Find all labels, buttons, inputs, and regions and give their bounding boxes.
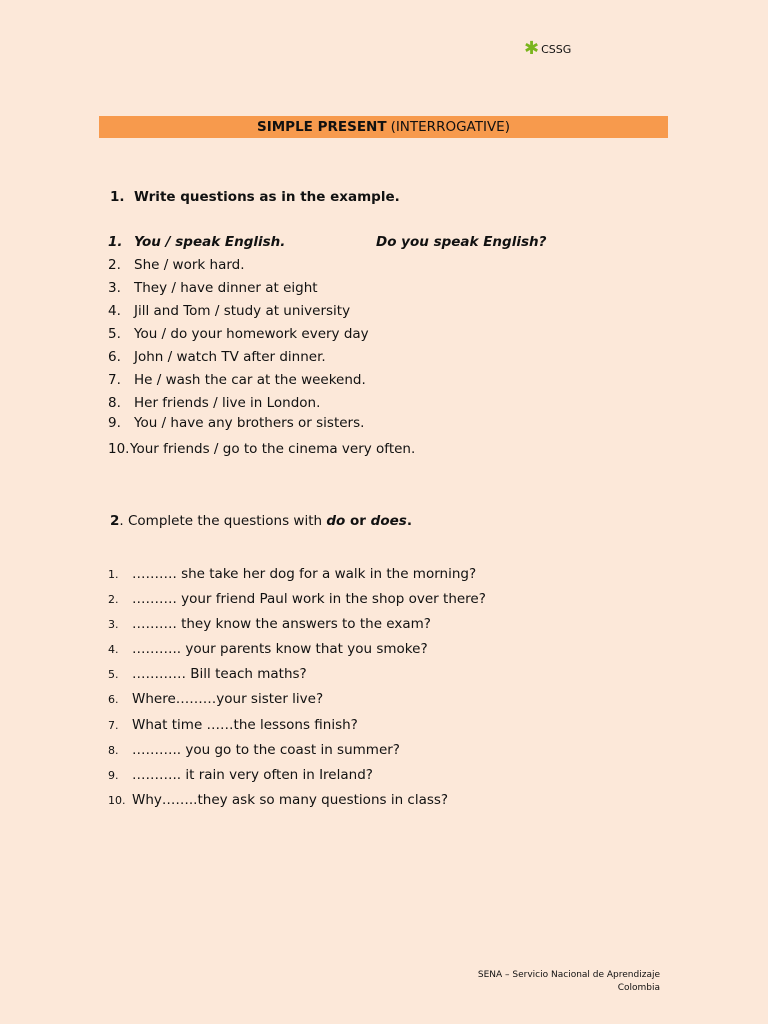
exercise2-item — [108, 591, 486, 607]
section2-number: 2 — [110, 513, 120, 529]
exercise1-item — [108, 372, 366, 388]
exercise2-item — [108, 691, 323, 707]
exercise2-item — [108, 717, 358, 733]
exercise1-item — [108, 441, 415, 457]
exercise2-item — [108, 742, 400, 758]
title-rest: (INTERROGATIVE) — [390, 119, 510, 135]
exercise2-item — [108, 616, 431, 632]
section2-word-do: do — [326, 513, 346, 529]
section1-number: 1. — [110, 189, 125, 205]
exercise1-item — [108, 280, 318, 296]
item-text: You / do your homework every day — [134, 326, 369, 342]
exercise1-item — [108, 257, 245, 273]
item-number: 10. — [108, 794, 126, 807]
exercise1-item — [108, 395, 320, 411]
item-number: 10. — [108, 441, 130, 457]
example-row — [108, 234, 285, 250]
footer — [478, 969, 660, 995]
item-text: ………. they know the answers to the exam? — [132, 616, 431, 632]
item-number: 5. — [108, 326, 121, 342]
item-number: 2. — [108, 257, 121, 273]
section2-word-does: does — [370, 513, 407, 529]
item-number: 4. — [108, 643, 119, 656]
example-answer: Do you speak English? — [376, 234, 547, 250]
item-text: Jill and Tom / study at university — [134, 303, 351, 319]
item-number: 3. — [108, 618, 119, 631]
item-text: ……….. it rain very often in Ireland? — [132, 767, 373, 783]
item-text: Her friends / live in London. — [134, 395, 321, 411]
footer-line1: SENA – Servicio Nacional de Aprendizaje — [477, 970, 660, 980]
page-title-bar — [99, 116, 668, 138]
exercise1-item — [108, 415, 364, 431]
title-bold: SIMPLE PRESENT — [257, 119, 387, 135]
item-text: ……….. your parents know that you smoke? — [132, 641, 428, 657]
item-text: Your friends / go to the cinema very often. — [130, 441, 416, 457]
item-number: 8. — [108, 395, 121, 411]
cssg-logo — [524, 38, 572, 59]
section2-heading-pre: . Complete the questions with — [119, 513, 327, 529]
item-text: ……….. you go to the coast in summer? — [132, 742, 400, 758]
section2-end: . — [406, 513, 412, 529]
section1-heading-text: Write questions as in the example. — [134, 189, 400, 205]
item-number: 4. — [108, 303, 121, 319]
footer-line2: Colombia — [617, 983, 660, 993]
item-text: She / work hard. — [134, 257, 245, 273]
item-text: What time ……the lessons finish? — [132, 717, 358, 733]
item-text: John / watch TV after dinner. — [134, 349, 326, 365]
item-number: 1. — [108, 568, 119, 581]
exercise1-item — [108, 303, 350, 319]
logo-text: CSSG — [541, 42, 572, 56]
exercise2-item — [108, 666, 307, 682]
item-text: ………… Bill teach maths? — [132, 666, 307, 682]
item-number: 6. — [108, 349, 121, 365]
item-text: He / wash the car at the weekend. — [134, 372, 366, 388]
item-number: 7. — [108, 372, 121, 388]
item-text: ………. your friend Paul work in the shop over there? — [132, 591, 486, 607]
asterisk-logo-icon: ✱ — [524, 38, 540, 59]
item-number: 7. — [108, 719, 119, 732]
item-number: 9. — [108, 769, 119, 782]
item-text: Where………your sister live? — [132, 691, 324, 707]
item-number: 6. — [108, 693, 119, 706]
item-text: You / have any brothers or sisters. — [134, 415, 365, 431]
exercise2-item — [108, 566, 476, 582]
item-text: ………. she take her dog for a walk in the morning? — [132, 566, 477, 582]
exercise2-item — [108, 792, 448, 808]
item-number: 2. — [108, 593, 119, 606]
item-number: 3. — [108, 280, 121, 296]
exercise2-item — [108, 767, 373, 783]
section1-heading — [110, 189, 400, 205]
section2-heading — [110, 513, 412, 529]
exercise1-item — [108, 326, 369, 342]
exercise2-item — [108, 641, 428, 657]
item-text: Why……..they ask so many questions in class? — [132, 792, 449, 808]
example-number: 1. — [108, 234, 123, 250]
exercise1-item — [108, 349, 326, 365]
item-number: 8. — [108, 744, 119, 757]
item-number: 9. — [108, 415, 121, 431]
item-text: They / have dinner at eight — [134, 280, 318, 296]
item-number: 5. — [108, 668, 119, 681]
section2-mid: or — [345, 513, 371, 529]
example-prompt: You / speak English. — [134, 234, 286, 250]
